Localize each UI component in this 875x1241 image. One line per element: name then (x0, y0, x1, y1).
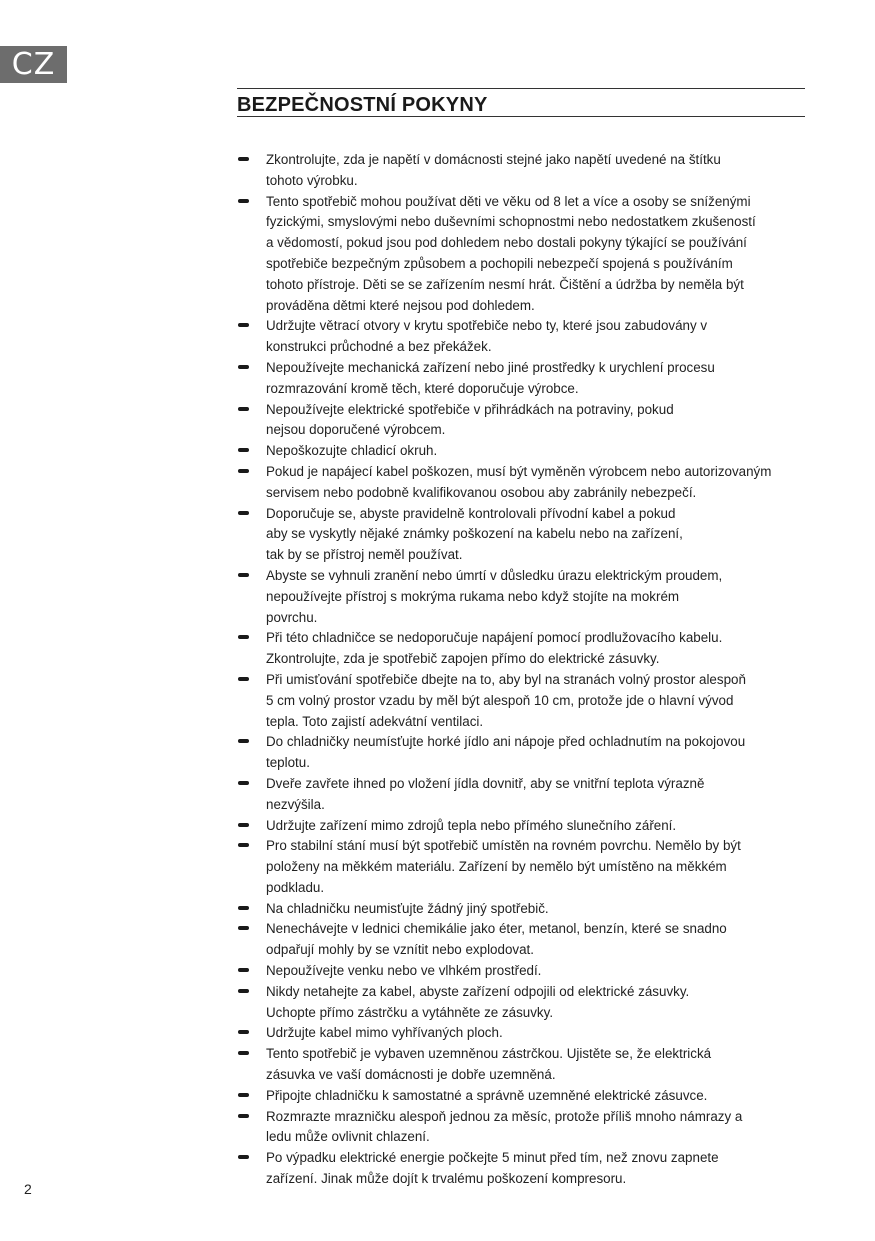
list-item (237, 961, 805, 982)
safety-instructions-list (237, 150, 805, 1190)
list-item-text: Abyste se vyhnuli zranění nebo úmrtí v důsledku úrazu elektrickým proudem, nepoužívejte přístroj s mokrýma rukama nebo když stojíte na mokrém povrchu. (266, 567, 723, 625)
dash-bullet-icon (238, 1155, 249, 1159)
list-item (237, 150, 805, 192)
list-item-text: Při této chladničce se nedoporučuje napájení pomocí prodlužovacího kabelu. Zkontrolujte, zda je spotřebič zapojen přímo do elektrické zásuvky. (266, 630, 723, 667)
list-item-text: Do chladničky neumísťujte horké jídlo ani nápoje před ochladnutím na pokojovou teplotu. (266, 734, 746, 771)
list-item-text: Nepoužívejte venku nebo ve vlhkém prostředí. (266, 963, 542, 979)
dash-bullet-icon (238, 739, 249, 743)
list-item (237, 504, 805, 566)
page-number: 2 (24, 1181, 32, 1197)
dash-bullet-icon (238, 635, 249, 639)
list-item (237, 919, 805, 961)
list-item (237, 400, 805, 442)
list-item (237, 628, 805, 670)
dash-bullet-icon (238, 781, 249, 785)
list-item (237, 670, 805, 732)
list-item-text: Tento spotřebič je vybaven uzemněnou zástrčkou. Ujistěte se, že elektrická zásuvka ve vaší domácnosti je dobře uzemněná. (266, 1046, 712, 1083)
list-item-text: Na chladničku neumisťujte žádný jiný spotřebič. (266, 900, 549, 916)
dash-bullet-icon (238, 469, 249, 473)
list-item-text: Připojte chladničku k samostatné a správně uzemněné elektrické zásuvce. (266, 1087, 708, 1103)
list-item (237, 1107, 805, 1149)
list-item-text: Nepoužívejte elektrické spotřebiče v přihrádkách na potraviny, pokud nejsou doporučené výrobcem. (266, 401, 674, 438)
list-item (237, 1044, 805, 1086)
dash-bullet-icon (238, 906, 249, 910)
list-item-text: Nepoužívejte mechanická zařízení nebo jiné prostředky k urychlení procesu rozmrazování kromě těch, které doporučuje výrobce. (266, 359, 715, 396)
dash-bullet-icon (238, 1030, 249, 1034)
dash-bullet-icon (238, 573, 249, 577)
list-item-text: Při umisťování spotřebiče dbejte na to, aby byl na stranách volný prostor alespoň 5 cm volný prostor vzadu by měl být alespoň 10 cm, protože jde o hlavní vývod tepla. Toto zajistí adekvátní ventilaci. (266, 671, 746, 729)
list-item (237, 836, 805, 898)
list-item-text: Udržujte kabel mimo vyhřívaných ploch. (266, 1025, 503, 1041)
dash-bullet-icon (238, 1093, 249, 1097)
dash-bullet-icon (238, 448, 249, 452)
list-item-text: Udržujte zařízení mimo zdrojů tepla nebo přímého slunečního záření. (266, 817, 677, 833)
page-title: BEZPEČNOSTNÍ POKYNY (237, 94, 488, 116)
dash-bullet-icon (238, 968, 249, 972)
list-item (237, 462, 805, 504)
list-item-text: Rozmrazte mrazničku alespoň jednou za měsíc, protože příliš mnoho námrazy a ledu může ovlivnit chlazení. (266, 1108, 743, 1145)
title-rule-bottom (237, 116, 805, 117)
list-item (237, 1086, 805, 1107)
title-rule-top (237, 88, 805, 89)
dash-bullet-icon (238, 407, 249, 411)
dash-bullet-icon (238, 323, 249, 327)
list-item (237, 982, 805, 1024)
list-item-text: Nikdy netahejte za kabel, abyste zařízení odpojili od elektrické zásuvky. Uchopte přímo zástrčku a vytáhněte ze zásuvky. (266, 983, 690, 1020)
dash-bullet-icon (238, 1114, 249, 1118)
dash-bullet-icon (238, 199, 249, 203)
list-item (237, 816, 805, 837)
language-badge: CZ (0, 46, 67, 83)
list-item (237, 1148, 805, 1190)
list-item (237, 899, 805, 920)
list-item-text: Nenechávejte v lednici chemikálie jako éter, metanol, benzín, které se snadno odpařují mohly by se vznítit nebo explodovat. (266, 921, 727, 958)
dash-bullet-icon (238, 989, 249, 993)
list-item (237, 316, 805, 358)
list-item-text: Po výpadku elektrické energie počkejte 5 minut před tím, než znovu zapnete zařízení. Jinak může dojít k trvalému poškození kompresoru. (266, 1150, 719, 1187)
list-item-text: Pokud je napájecí kabel poškozen, musí být vyměněn výrobcem nebo autorizovaným servisem nebo podobně kvalifikovanou osobou aby zabránily nebezpečí. (266, 463, 772, 500)
list-item-text: Dveře zavřete ihned po vložení jídla dovnitř, aby se vnitřní teplota výrazně nezvýšila. (266, 775, 705, 812)
dash-bullet-icon (238, 1051, 249, 1055)
list-item-text: Doporučuje se, abyste pravidelně kontrolovali přívodní kabel a pokud aby se vyskytly nějaké známky poškození na kabelu nebo na zařízení, tak by se přístroj neměl používat. (266, 505, 683, 563)
list-item-text: Pro stabilní stání musí být spotřebič umístěn na rovném povrchu. Nemělo by být položeny na měkkém materiálu. Zařízení by nemělo být umístěno na měkkém podkladu. (266, 838, 741, 895)
dash-bullet-icon (238, 677, 249, 681)
list-item (237, 732, 805, 774)
list-item-text: Tento spotřebič mohou používat děti ve věku od 8 let a více a osoby se sníženými fyzickými, smyslovými nebo duševními schopnostmi nebo nedostatkem zkušeností a vědomostí, pokud jsou pod dohledem nebo dostali pokyny týkající se používání spotřebiče bezpečným způsobem a pochopili nebezpečí spojená s používáním tohoto přístroje. Děti se se zařízením nesmí hrát. Čištění a údržba by neměla být prováděna dětmi které nejsou pod dohledem. (266, 193, 756, 313)
dash-bullet-icon (238, 157, 249, 161)
list-item-text: Nepoškozujte chladicí okruh. (266, 443, 438, 459)
dash-bullet-icon (238, 365, 249, 369)
dash-bullet-icon (238, 843, 249, 847)
list-item (237, 1023, 805, 1044)
list-item (237, 566, 805, 628)
dash-bullet-icon (238, 823, 249, 827)
list-item (237, 192, 805, 317)
list-item (237, 441, 805, 462)
list-item (237, 358, 805, 400)
dash-bullet-icon (238, 511, 249, 515)
list-item-text: Udržujte větrací otvory v krytu spotřebiče nebo ty, které jsou zabudovány v konstrukci průchodné a bez překážek. (266, 318, 708, 355)
dash-bullet-icon (238, 926, 249, 930)
list-item (237, 774, 805, 816)
list-item-text: Zkontrolujte, zda je napětí v domácnosti stejné jako napětí uvedené na štítku tohoto výrobku. (266, 152, 721, 188)
